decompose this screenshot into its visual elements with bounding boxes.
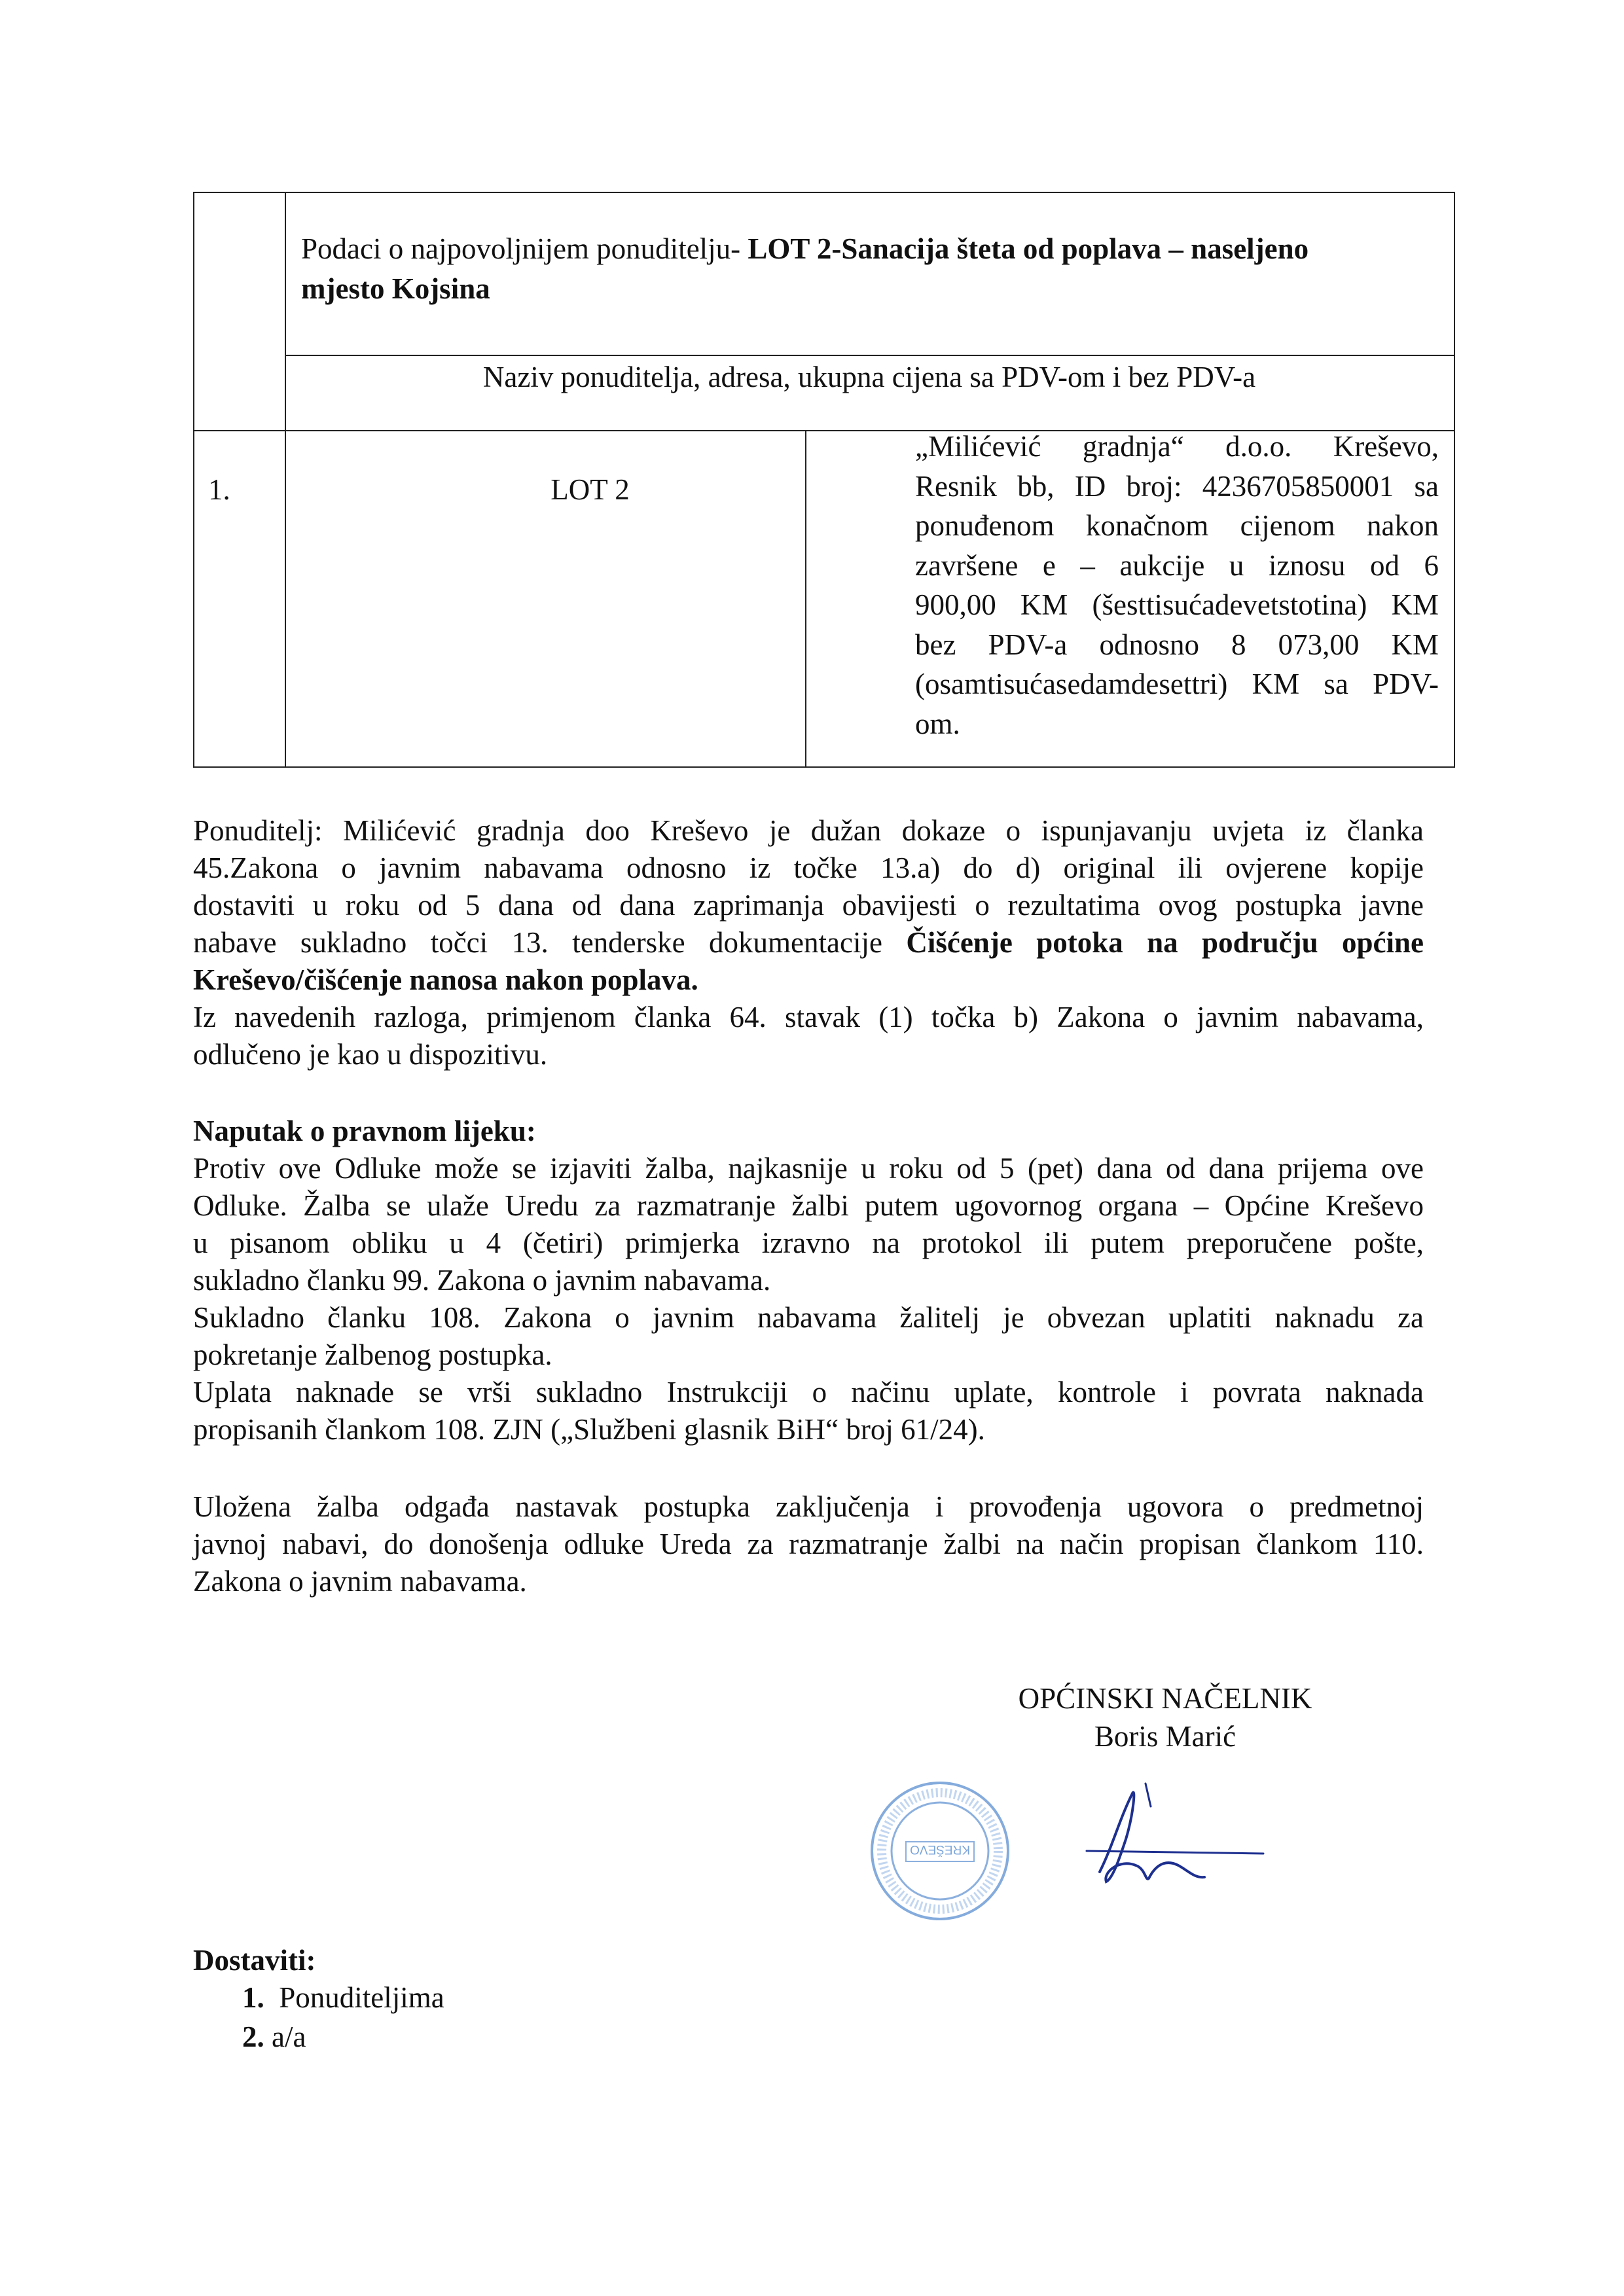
offer-line: Resnik bb, ID broj: 4236705850001 sa (915, 469, 1439, 503)
handwritten-signature-icon (1074, 1767, 1270, 1911)
offer-line: završene e – aukcije u iznosu od 6 (915, 548, 1439, 582)
signatory-title: OPĆINSKI NAČELNIK (1018, 1682, 1312, 1715)
paragraph-line: pokretanje žalbenog postupka. (193, 1338, 552, 1371)
offer-line: „Milićević gradnja“ d.o.o. Kreševo, (915, 430, 1439, 463)
bidder-obligation-paragraph (193, 812, 1424, 1073)
legal-heading: Naputak o pravnom lijeku: (193, 1115, 536, 1147)
list-item: 2. a/a (242, 2020, 306, 2053)
paragraph-line: Zakona o javnim nabavama. (193, 1565, 527, 1598)
paragraph-line: Protiv ove Odluke može se izjaviti žalba, najkasnije u roku od 5 (pet) dana od dana prijema ove (193, 1152, 1424, 1185)
legal-remedy-section (193, 1113, 1424, 1448)
paragraph-line: u pisanom obliku u 4 (četiri) primjerka izravno na protokol ili putem preporučene pošte, (193, 1227, 1424, 1259)
paragraph-line: 45.Zakona o javnim nabavama odnosno iz točke 13.a) do d) original ili ovjerene kopije (193, 852, 1424, 884)
row-lot: LOT 2 (550, 473, 630, 506)
paragraph-line: Sukladno članku 108. Zakona o javnim nabavama žalitelj je obvezan uplatiti naknadu za (193, 1301, 1424, 1334)
paragraph-line: Uplata naknade se vrši sukladno Instrukciji o načinu uplate, kontrole i povrata naknada (193, 1376, 1424, 1408)
paragraph-line: Ponuditelj: Milićević gradnja doo Kreševo je dužan dokaze o ispunjavanju uvjeta iz članka (193, 814, 1424, 847)
table-divider (285, 355, 1455, 356)
paragraph-line: Kreševo/čišćenje nanosa nakon poplava. (193, 963, 698, 996)
offer-line: (osamtisućasedamdesettri) KM sa PDV- (915, 668, 1439, 700)
paragraph-line: sukladno članku 99. Zakona o javnim nabavama. (193, 1264, 771, 1297)
paragraph-line: Odluke. Žalba se ulaže Uredu za razmatranje žalbi putem ugovornog organa – Općine Kreševo (193, 1189, 1424, 1222)
offer-details (915, 427, 1439, 744)
deliver-heading: Dostaviti: (193, 1944, 316, 1977)
paragraph-line: nabave sukladno točci 13. tenderske dokumentacije Čišćenje potoka na području općine (193, 926, 1424, 959)
paragraph-line: Uložena žalba odgađa nastavak postupka zaključenja i provođenja ugovora o predmetnoj (193, 1490, 1424, 1523)
row-number: 1. (208, 473, 230, 506)
signatory-name: Boris Marić (1094, 1720, 1236, 1753)
municipality-stamp-icon (868, 1779, 1012, 1923)
table-header: Podaci o najpovoljnijem ponuditelju- LOT 2-Sanacija šteta od poplava – naseljeno mjesto Kojsina (301, 232, 1309, 305)
table-subheader: Naziv ponuditelja, adresa, ukupna cijena sa PDV-om i bez PDV-a (482, 361, 1256, 393)
offer-line: bez PDV-a odnosno 8 073,00 KM (915, 628, 1439, 661)
paragraph-line: dostaviti u roku od 5 dana od dana zaprimanja obavijesti o rezultatima ovog postupka javne (193, 889, 1424, 922)
offer-line: 900,00 KM (šesttisućadevetstotina) KM (915, 588, 1439, 621)
closing-paragraph (193, 1488, 1424, 1600)
offer-line: ponuđenom konačnom cijenom nakon (915, 509, 1439, 542)
paragraph-line: odlučeno je kao u dispozitivu. (193, 1038, 548, 1071)
list-item: 1. Ponuditeljima (242, 1981, 444, 2014)
paragraph-line: propisanih člankom 108. ZJN („Službeni glasnik BiH“ broj 61/24). (193, 1413, 985, 1446)
paragraph-line: Iz navedenih razloga, primjenom članka 64. stavak (1) točka b) Zakona o javnim nabavama, (193, 1001, 1424, 1033)
svg-text:KREŠEVO: KREŠEVO (910, 1842, 970, 1856)
paragraph-line: javnoj nabavi, do donošenja odluke Ureda za razmatranje žalbi na način propisan člankom 110. (193, 1528, 1424, 1560)
offer-line: om. (915, 707, 960, 740)
